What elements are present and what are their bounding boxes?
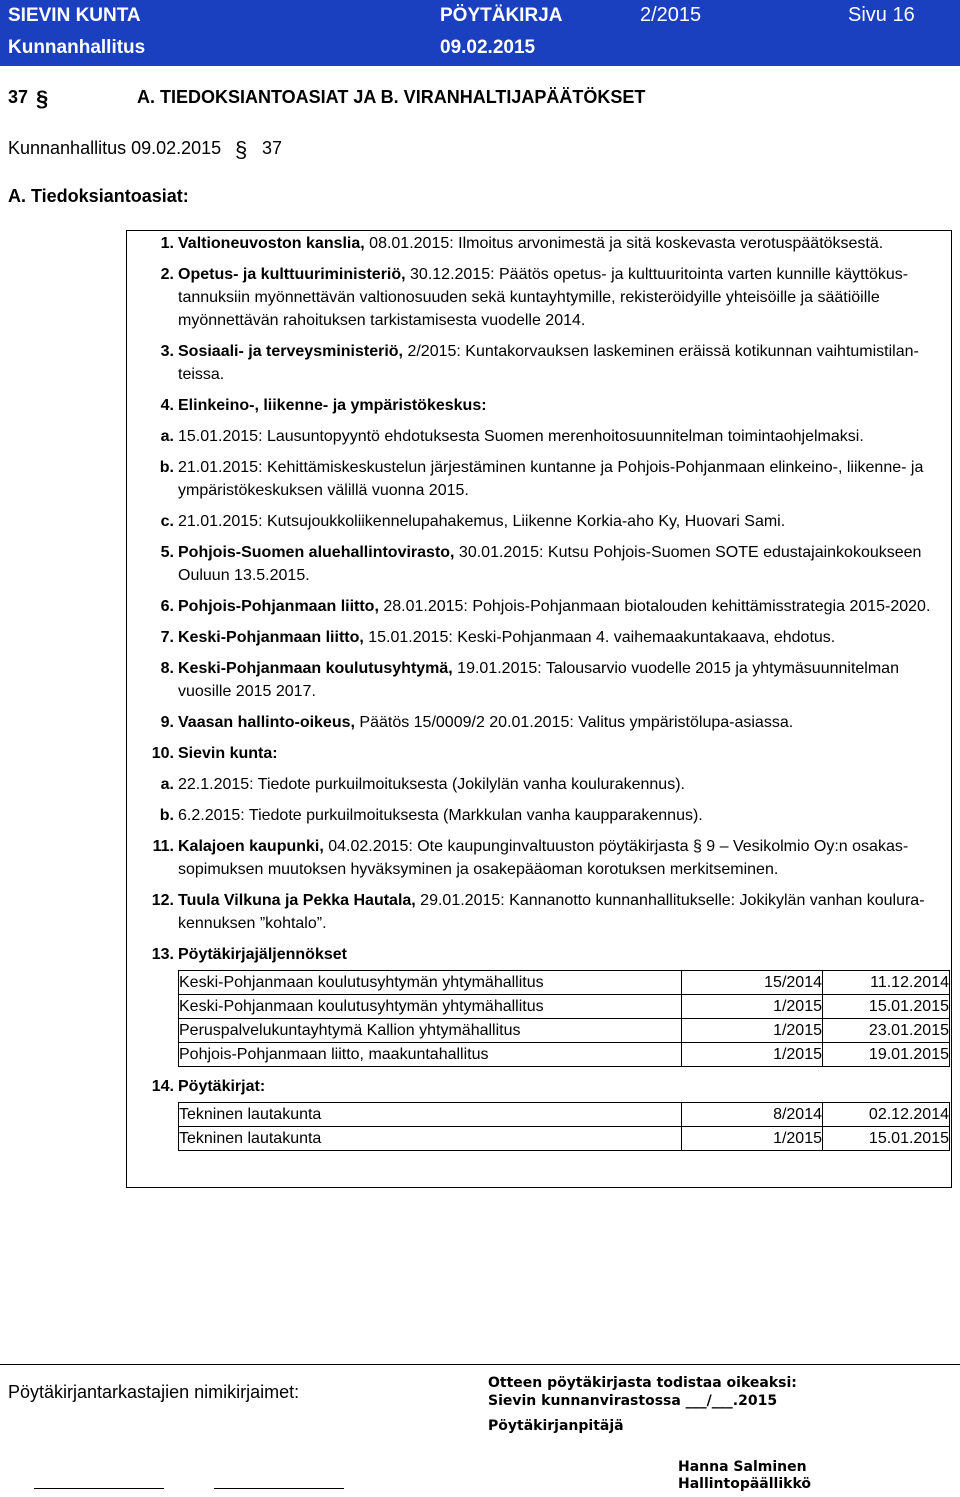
minutes-number-cell: 1/2015 [682, 995, 823, 1019]
item-description: 15.01.2015: Lausuntopyyntö ehdotuksesta Suomen merenhoitosuunnitelman toimintaohjelmaksi. [178, 428, 864, 445]
item-description: 6.2.2015: Tiedote purkuilmoituksesta (Markkulan vanha kaupparakennus). [178, 807, 703, 824]
minutes-number-cell: 1/2015 [682, 1127, 823, 1151]
item-description: 21.01.2015: Kehittämiskeskustelun järjestäminen kuntanne ja Pohjois-Pohjanmaan elinkeino-, liikenne- ja ympäristökeskuksen välillä vuonna 2015. [178, 459, 924, 499]
footer-certify: Otteen pöytäkirjasta todistaa oikeaksi: [488, 1375, 797, 1391]
minutes-row [128, 966, 950, 1067]
document-header [0, 0, 960, 66]
item-number: b. [159, 807, 174, 824]
list-item [128, 425, 950, 448]
section-title: A. TIEDOKSIANTOASIAT JA B. VIRANHALTIJAPÄÄTÖKSET [137, 87, 646, 107]
reference-text: Kunnanhallitus 09.02.2015 [8, 138, 222, 158]
item-text [178, 657, 950, 703]
minutes-number-cell: 15/2014 [682, 971, 823, 995]
item-source: Vaasan hallinto-oikeus, [178, 714, 355, 731]
protocols-table [178, 1102, 950, 1151]
item-number: 6. [160, 598, 174, 615]
spacer [128, 765, 950, 773]
spacer [128, 448, 950, 456]
item-number: 2. [160, 266, 174, 283]
item-description: 21.01.2015: Kutsujoukkoliikennelupahakemus, Liikenne Korkia-aho Ky, Huovari Sami. [178, 513, 786, 530]
list-item [128, 943, 950, 966]
item-text [178, 626, 950, 649]
spacer [128, 827, 950, 835]
item-source: Pöytäkirjajäljennökset [178, 946, 347, 963]
body-name-cell: Pohjois-Pohjanmaan liitto, maakuntahallitus [179, 1043, 682, 1067]
list-item [128, 804, 950, 827]
item-number: b. [159, 459, 174, 476]
items-table [128, 232, 950, 1151]
item-source: Pöytäkirjat: [178, 1078, 266, 1095]
minutes-date-cell: 19.01.2015 [823, 1043, 950, 1067]
item-text [178, 742, 950, 765]
subheading: A. Tiedoksiantoasiat: [8, 186, 189, 206]
footer-title: Hallintopäällikkö [678, 1476, 812, 1492]
footer-divider [0, 1364, 960, 1365]
item-description: 29.01.2015: Kannanotto kunnanhallitukselle: Jokikylän vanhan koulurakennuksen ”kohtalo”. [178, 892, 925, 932]
item-source: Pohjois-Pohjanmaan liitto, [178, 598, 379, 615]
protocols-row [128, 1098, 950, 1151]
item-number: a. [160, 428, 174, 445]
item-description: 04.02.2015: Ote kaupunginvaltuuston pöytäkirjasta § 9 – Vesikolmio Oy:n osakassopimuksen muutoksen hyväksyminen ja osakepääoman korotuksen merkitseminen. [178, 838, 909, 878]
minutes-date-cell: 15.01.2015 [823, 1127, 950, 1151]
item-number: 12. [151, 892, 174, 909]
body-name-cell: Peruspalvelukuntayhtymä Kallion yhtymähallitus [179, 1019, 682, 1043]
reference-symbol: § [235, 137, 248, 162]
minutes-table [178, 970, 950, 1067]
minutes-number-cell: 1/2015 [682, 1019, 823, 1043]
item-number: 1. [160, 235, 174, 252]
item-text [178, 394, 950, 417]
item-description: 30.01.2015: Kutsu Pohjois-Suomen SOTE edustajainkokoukseen Ouluun 13.5.2015. [178, 544, 922, 584]
item-description: 28.01.2015: Pohjois-Pohjanmaan biotalouden kehittämisstrategia 2015-2020. [378, 598, 931, 615]
body-name-cell: Keski-Pohjanmaan koulutusyhtymän yhtymähallitus [179, 995, 682, 1019]
list-item [128, 232, 950, 255]
section-number: 37 [8, 87, 29, 107]
spacer [128, 502, 950, 510]
table-row [179, 971, 950, 995]
spacer [128, 533, 950, 541]
table-row [179, 1103, 950, 1127]
item-text [178, 835, 950, 881]
reference-number: 37 [262, 138, 283, 158]
item-source: Elinkeino-, liikenne- ja ympäristökeskus: [178, 397, 487, 414]
item-number: 11. [152, 838, 174, 855]
spacer [128, 734, 950, 742]
footer-inspectors-label: Pöytäkirjantarkastajien nimikirjaimet: [8, 1382, 300, 1402]
item-text [178, 340, 950, 386]
list-item [128, 889, 950, 935]
table-row [179, 1019, 950, 1043]
minutes-date-cell: 23.01.2015 [823, 1019, 950, 1043]
item-source: Sievin kunta: [178, 745, 278, 762]
list-item [128, 657, 950, 703]
signature-line-2 [214, 1488, 344, 1489]
item-number: 4. [160, 397, 174, 414]
spacer [128, 417, 950, 425]
spacer [128, 587, 950, 595]
spacer [128, 935, 950, 943]
item-number: 9. [160, 714, 174, 731]
doc-type: PÖYTÄKIRJA [440, 5, 563, 26]
list-item [128, 742, 950, 765]
body-name-cell: Keski-Pohjanmaan koulutusyhtymän yhtymähallitus [179, 971, 682, 995]
doc-number: 2/2015 [640, 4, 702, 26]
item-number: 10. [151, 745, 174, 762]
item-text [178, 943, 950, 966]
item-number: 5. [160, 544, 174, 561]
footer-place: Sievin kunnanvirastossa ___/___.2015 [488, 1393, 778, 1409]
item-number: 8. [160, 660, 174, 677]
spacer [128, 796, 950, 804]
list-item [128, 835, 950, 881]
spacer [128, 1067, 950, 1075]
item-source: Kalajoen kaupunki, [178, 838, 324, 855]
item-description: 19.01.2015: Talousarvio vuodelle 2015 ja yhtymäsuunnitelman vuosille 2015 2017. [178, 660, 899, 700]
spacer [128, 649, 950, 657]
item-source: Tuula Vilkuna ja Pekka Hautala, [178, 892, 416, 909]
item-description: 2/2015: Kuntakorvauksen laskeminen eräissä kotikunnan vaihtumistilanteissa. [178, 343, 919, 383]
spacer [128, 255, 950, 263]
list-item [128, 456, 950, 502]
item-description: 22.1.2015: Tiedote purkuilmoituksesta (Jokilylän vanha koulurakennus). [178, 776, 685, 793]
list-item [128, 394, 950, 417]
item-number: 14. [151, 1078, 174, 1095]
list-item [128, 626, 950, 649]
item-text [178, 711, 950, 734]
item-text [178, 595, 950, 618]
minutes-date-cell: 15.01.2015 [823, 995, 950, 1019]
item-source: Opetus- ja kulttuuriministeriö, [178, 266, 406, 283]
body-name-cell: Tekninen lautakunta [179, 1127, 682, 1151]
minutes-number-cell: 8/2014 [682, 1103, 823, 1127]
page-number: Sivu 16 [848, 4, 915, 26]
item-source: Keski-Pohjanmaan liitto, [178, 629, 364, 646]
meeting-date: 09.02.2015 [440, 37, 536, 58]
item-text [178, 425, 950, 448]
spacer [128, 618, 950, 626]
spacer [128, 332, 950, 340]
item-number: c. [160, 513, 174, 530]
list-item [128, 510, 950, 533]
item-description: 15.01.2015: Keski-Pohjanmaan 4. vaihemaakuntakaava, ehdotus. [363, 629, 836, 646]
item-source: Pohjois-Suomen aluehallintovirasto, [178, 544, 455, 561]
minutes-number-cell: 1/2015 [682, 1043, 823, 1067]
list-item [128, 340, 950, 386]
item-text [178, 456, 950, 502]
signature-line-1 [34, 1488, 164, 1489]
item-description: Päätös 15/0009/2 20.01.2015: Valitus ympäristölupa-asiassa. [354, 714, 794, 731]
item-text [178, 510, 950, 533]
item-source: Sosiaali- ja terveysministeriö, [178, 343, 403, 360]
item-description: 08.01.2015: Ilmoitus arvonimestä ja sitä koskevasta verotuspäätöksestä. [364, 235, 884, 252]
table-row [179, 995, 950, 1019]
list-item [128, 595, 950, 618]
item-source: Keski-Pohjanmaan koulutusyhtymä, [178, 660, 453, 677]
item-text [178, 541, 950, 587]
spacer [128, 386, 950, 394]
item-description: 30.12.2015: Päätös opetus- ja kulttuuritointa varten kunnille käyttökustannuksiin myönnettävän valtionosuuden sekä kuntayhtymille, rekisteröidyille yhteisöille ja säätiöille myönnettävän rahoituksen tarkistamisesta vuodelle 2014. [178, 266, 909, 329]
body-name-cell: Tekninen lautakunta [179, 1103, 682, 1127]
spacer [128, 703, 950, 711]
footer-name: Hanna Salminen [678, 1459, 807, 1475]
spacer [128, 881, 950, 889]
minutes-date-cell: 11.12.2014 [823, 971, 950, 995]
item-text [178, 773, 950, 796]
item-text [178, 889, 950, 935]
org-name: SIEVIN KUNTA [8, 5, 141, 26]
item-number: a. [160, 776, 174, 793]
list-item [128, 263, 950, 332]
list-item [128, 773, 950, 796]
item-text [178, 804, 950, 827]
minutes-date-cell: 02.12.2014 [823, 1103, 950, 1127]
item-text [178, 263, 950, 332]
list-item [128, 711, 950, 734]
item-text [178, 1075, 950, 1098]
item-number: 13. [151, 946, 174, 963]
item-number: 7. [160, 629, 174, 646]
footer-role: Pöytäkirjanpitäjä [488, 1418, 624, 1434]
list-item [128, 1075, 950, 1098]
item-source: Valtioneuvoston kanslia, [178, 235, 365, 252]
section-symbol: § [36, 86, 49, 111]
body-name: Kunnanhallitus [8, 37, 146, 58]
item-text [178, 232, 950, 255]
list-item [128, 541, 950, 587]
item-number: 3. [160, 343, 174, 360]
table-row [179, 1043, 950, 1067]
table-row [179, 1127, 950, 1151]
